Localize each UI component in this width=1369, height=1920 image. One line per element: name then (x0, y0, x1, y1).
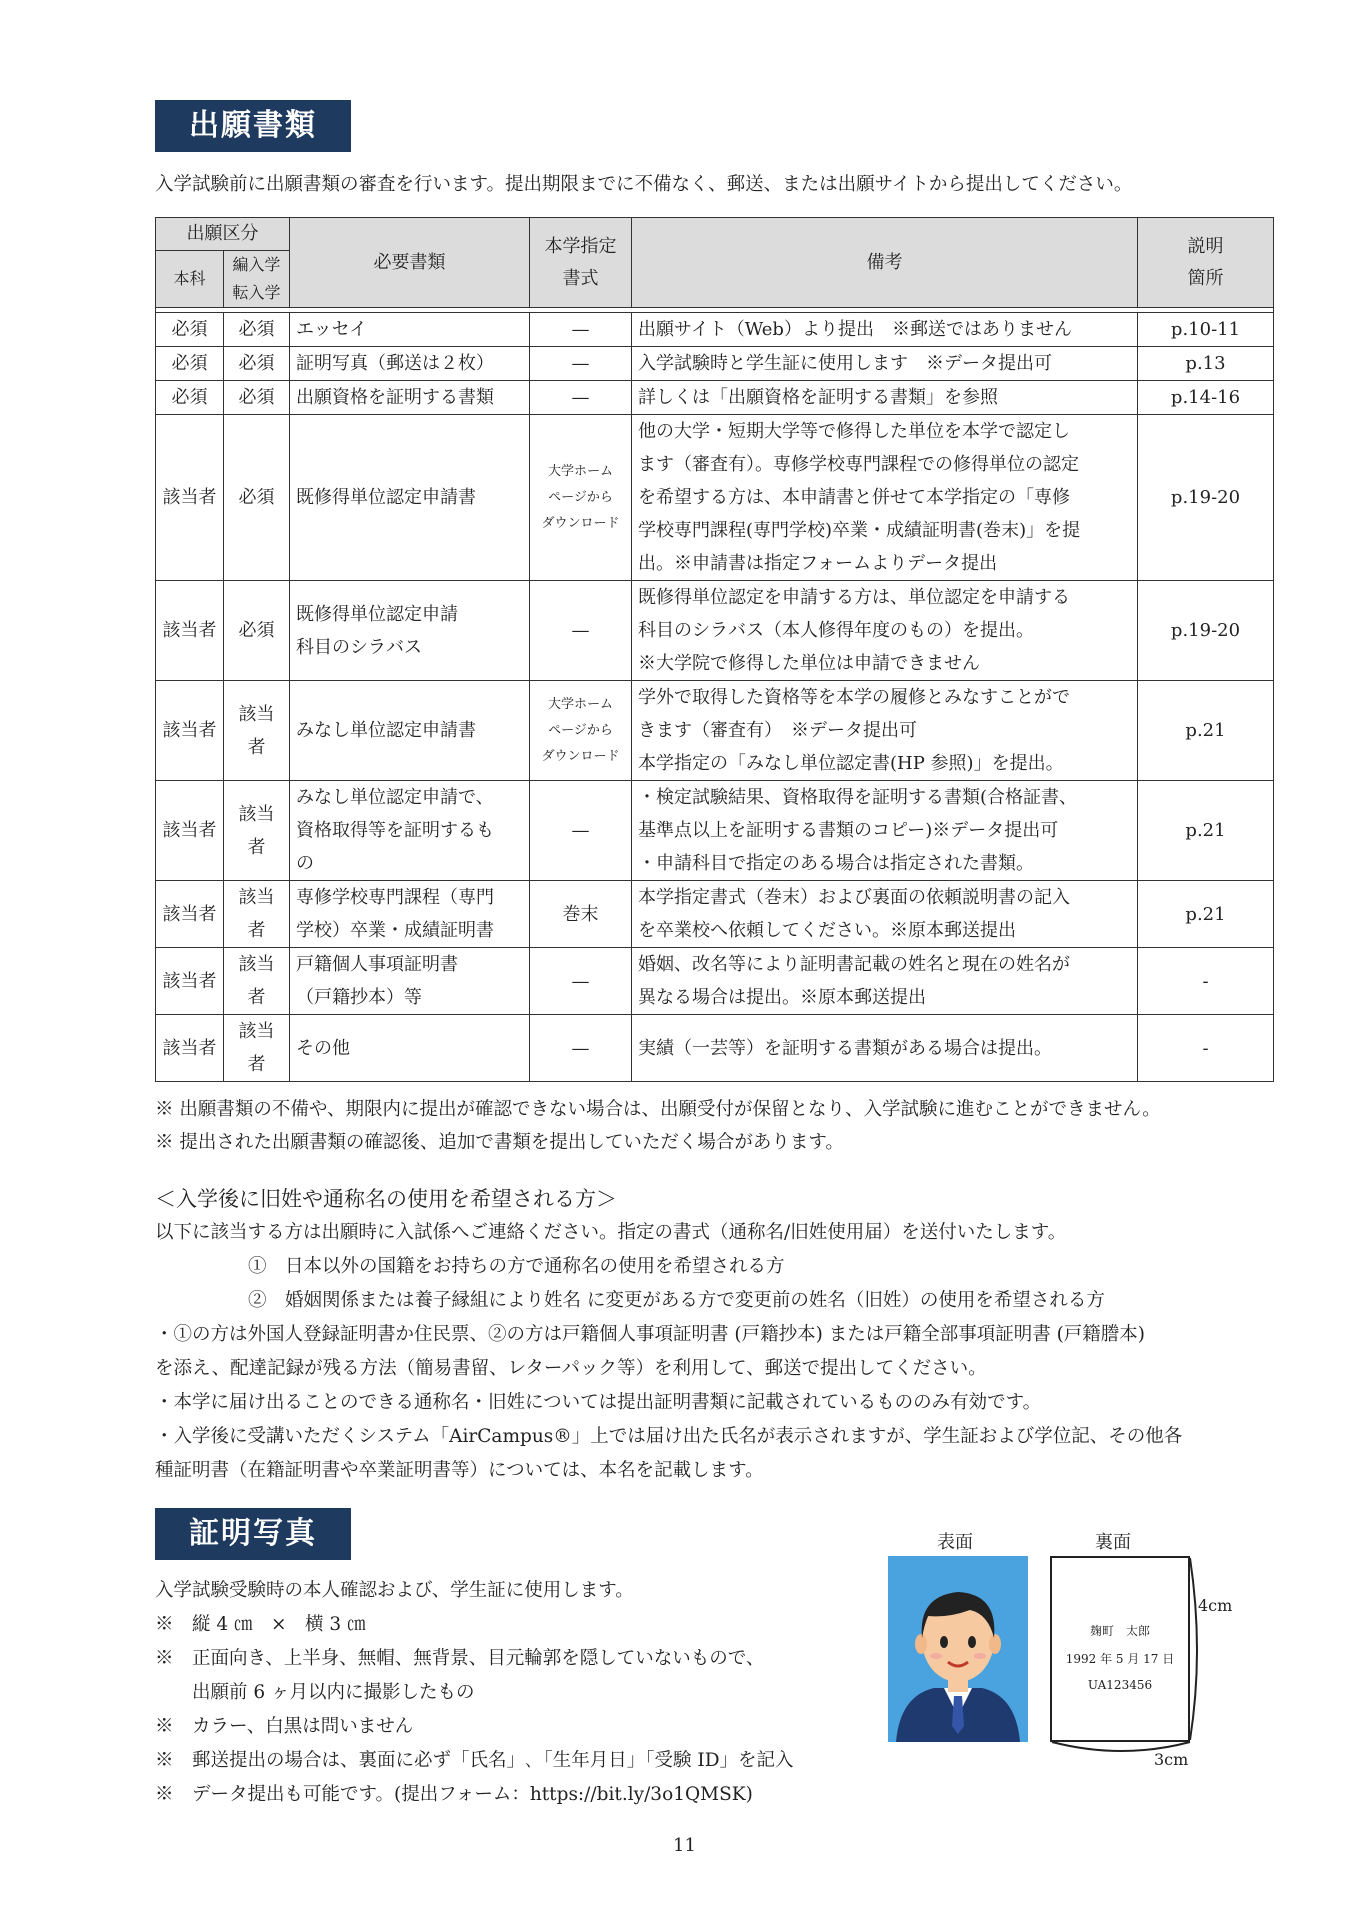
cell-main: 該当者 (156, 948, 224, 1015)
cell-ref: p.21 (1138, 881, 1274, 948)
cell-transfer: 該当者 (224, 1015, 290, 1082)
cell-notes: 実績（一芸等）を証明する書類がある場合は提出。 (632, 1015, 1138, 1082)
name-section-line-6: ・本学に届け出ることのできる通称名・旧姓については提出証明書類に記載されているもののみ有効です。 (155, 1392, 1042, 1413)
cell-main: 必須 (156, 347, 224, 381)
section-title-id-photo: 証明写真 (155, 1508, 351, 1560)
cell-main: 必須 (156, 381, 224, 415)
cell-format: 巻末 (530, 881, 632, 948)
header-notes: 備考 (632, 218, 1138, 308)
cell-document: 既修得単位認定申請書 (290, 415, 530, 581)
cell-format: — (530, 313, 632, 347)
cell-document: 専修学校専門課程（専門 学校）卒業・成績証明書 (290, 881, 530, 948)
cell-document: 出願資格を証明する書類 (290, 381, 530, 415)
back-card-dob: 1992 年 5 月 17 日 (1065, 1652, 1175, 1666)
cell-main: 該当者 (156, 415, 224, 581)
cell-transfer: 必須 (224, 581, 290, 681)
cell-transfer: 必須 (224, 313, 290, 347)
header-category: 出願区分 (156, 218, 290, 251)
cell-format: — (530, 581, 632, 681)
cell-document: エッセイ (290, 313, 530, 347)
cell-main: 必須 (156, 313, 224, 347)
cell-format: 大学ホーム ページから ダウンロード (530, 415, 632, 581)
cell-main: 該当者 (156, 681, 224, 781)
cell-ref: - (1138, 948, 1274, 1015)
cell-notes: 他の大学・短期大学等で修得した単位を本学で認定し ます（審査有）。専修学校専門課程での修得単位の認定 を希望する方は、本申請書と併せて本学指定の「専修 学校専門課程(専門学校)卒業・成績証明書(巻末)」を提 出。※申請書は指定フォームよりデータ提出 (632, 415, 1138, 581)
name-section-line-3: ② 婚姻関係または養子縁組により姓名 に変更がある方で変更前の姓名（旧姓）の使用を希望される方 (248, 1290, 1105, 1311)
cell-format: — (530, 948, 632, 1015)
section-title-application-documents: 出願書類 (155, 100, 351, 152)
cell-transfer: 該当者 (224, 948, 290, 1015)
photo-line-1: 入学試験受験時の本人確認および、学生証に使用します。 (155, 1580, 634, 1601)
cell-document: 戸籍個人事項証明書 （戸籍抄本）等 (290, 948, 530, 1015)
name-section-line-1: 以下に該当する方は出願時に入試係へご連絡ください。指定の書式（通称名/旧姓使用届）を送付いたします。 (155, 1222, 1067, 1243)
photo-line-5: ※ カラー、白黒は問いません (155, 1716, 414, 1737)
cell-document: 既修得単位認定申請 科目のシラバス (290, 581, 530, 681)
table-row (156, 681, 1274, 781)
cell-ref: p.19-20 (1138, 415, 1274, 581)
back-card-name: 麹町 太郎 (1089, 1624, 1150, 1638)
photo-line-4: 出願前 6 ヶ月以内に撮影したもの (155, 1682, 475, 1703)
cell-main: 該当者 (156, 1015, 224, 1082)
name-section-heading: ＜入学後に旧姓や通称名の使用を希望される方＞ (155, 1187, 617, 1211)
cell-document: みなし単位認定申請で、 資格取得等を証明するも の (290, 781, 530, 881)
cell-notes: 詳しくは「出願資格を証明する書類」を参照 (632, 381, 1138, 415)
cell-format: — (530, 781, 632, 881)
back-card-id: UA123456 (1087, 1678, 1153, 1692)
cell-ref: p.13 (1138, 347, 1274, 381)
cell-ref: p.10-11 (1138, 313, 1274, 347)
cell-ref: p.14-16 (1138, 381, 1274, 415)
table-row (156, 881, 1274, 948)
photo-front-illustration (888, 1556, 1028, 1742)
cell-format: — (530, 347, 632, 381)
cell-ref: p.21 (1138, 781, 1274, 881)
cell-ref: - (1138, 1015, 1274, 1082)
header-ref: 説明 箇所 (1138, 218, 1274, 308)
cell-ref: p.19-20 (1138, 581, 1274, 681)
photo-line-2: ※ 縦 4 ㎝ × 横 3 ㎝ (155, 1614, 366, 1635)
header-docs: 必要書類 (290, 218, 530, 308)
table-row (156, 781, 1274, 881)
cell-document: みなし単位認定申請書 (290, 681, 530, 781)
table-row (156, 381, 1274, 415)
cell-format: 大学ホーム ページから ダウンロード (530, 681, 632, 781)
cell-notes: ・検定試験結果、資格取得を証明する書類(合格証書、 基準点以上を証明する書類のコピー)※データ提出可 ・申請科目で指定のある場合は指定された書類。 (632, 781, 1138, 881)
page-number: 11 (673, 1835, 696, 1856)
height-label: 4cm (1198, 1596, 1233, 1615)
cell-notes: 既修得単位認定を申請する方は、単位認定を申請する 科目のシラバス（本人修得年度のもの）を提出。 ※大学院で修得した単位は申請できません (632, 581, 1138, 681)
table-row (156, 1015, 1274, 1082)
cell-notes: 学外で取得した資格等を本学の履修とみなすことがで きます（審査有） ※データ提出可 本学指定の「みなし単位認定書(HP 参照)」を提出。 (632, 681, 1138, 781)
name-section-line-8: 種証明書（在籍証明書や卒業証明書等）については、本名を記載します。 (155, 1460, 764, 1481)
photo-line-6: ※ 郵送提出の場合は、裏面に必ず「氏名」､「生年月日」｢受験 ID」を記入 (155, 1750, 794, 1771)
header-main: 本科 (156, 251, 224, 308)
cell-notes: 婚姻、改名等により証明書記載の姓名と現在の姓名が 異なる場合は提出。※原本郵送提出 (632, 948, 1138, 1015)
width-label: 3cm (1154, 1750, 1189, 1769)
photo-back-label: 裏面 (1095, 1532, 1131, 1553)
photo-line-3: ※ 正面向き、上半身、無帽、無背景、目元輪郭を隠していないもので、 (155, 1648, 765, 1669)
cell-transfer: 必須 (224, 381, 290, 415)
cell-format: — (530, 381, 632, 415)
required-documents-table (155, 217, 1274, 1082)
footnote-1: ※ 出願書類の不備や、期限内に提出が確認できない場合は、出願受付が保留となり、入学試験に進むことができません。 (155, 1099, 1161, 1120)
cell-document: 証明写真（郵送は２枚） (290, 347, 530, 381)
cell-document: その他 (290, 1015, 530, 1082)
cell-transfer: 必須 (224, 415, 290, 581)
photo-line-7: ※ データ提出も可能です。(提出フォーム：https://bit.ly/3o1QMSK) (155, 1784, 753, 1805)
photo-front-label: 表面 (937, 1532, 973, 1553)
header-format: 本学指定 書式 (530, 218, 632, 308)
cell-ref: p.21 (1138, 681, 1274, 781)
height-dimension-bracket (1180, 1556, 1210, 1746)
table-row (156, 581, 1274, 681)
cell-transfer: 必須 (224, 347, 290, 381)
name-section-line-7: ・入学後に受講いただくシステム「AirCampus®」上では届け出た氏名が表示されますが、学生証および学位記、その他各 (155, 1426, 1183, 1447)
cell-transfer: 該当者 (224, 681, 290, 781)
name-section-line-5: を添え、配達記録が残る方法（簡易書留、レターパック等）を利用して、郵送で提出してください。 (155, 1358, 987, 1379)
cell-transfer: 該当者 (224, 881, 290, 948)
cell-notes: 入学試験時と学生証に使用します ※データ提出可 (632, 347, 1138, 381)
header-transfer: 編入学 転入学 (224, 251, 290, 308)
cell-main: 該当者 (156, 781, 224, 881)
photo-back-card (1050, 1556, 1190, 1742)
cell-main: 該当者 (156, 881, 224, 948)
section-intro: 入学試験前に出願書類の審査を行います。提出期限までに不備なく、郵送、または出願サイトから提出してください。 (155, 174, 1133, 195)
name-section-line-4: ・①の方は外国人登録証明書か住民票、②の方は戸籍個人事項証明書 (戸籍抄本) または戸籍全部事項証明書 (戸籍謄本) (155, 1324, 1146, 1345)
table-row (156, 313, 1274, 347)
cell-notes: 出願サイト（Web）より提出 ※郵送ではありません (632, 313, 1138, 347)
cell-main: 該当者 (156, 581, 224, 681)
table-row (156, 347, 1274, 381)
cell-notes: 本学指定書式（巻末）および裏面の依頼説明書の記入 を卒業校へ依頼してください。※原本郵送提出 (632, 881, 1138, 948)
name-section-line-2: ① 日本以外の国籍をお持ちの方で通称名の使用を希望される方 (248, 1256, 785, 1277)
cell-format: — (530, 1015, 632, 1082)
footnote-2: ※ 提出された出願書類の確認後、追加で書類を提出していただく場合があります。 (155, 1132, 844, 1153)
table-row (156, 948, 1274, 1015)
cell-transfer: 該当者 (224, 781, 290, 881)
table-row (156, 415, 1274, 581)
